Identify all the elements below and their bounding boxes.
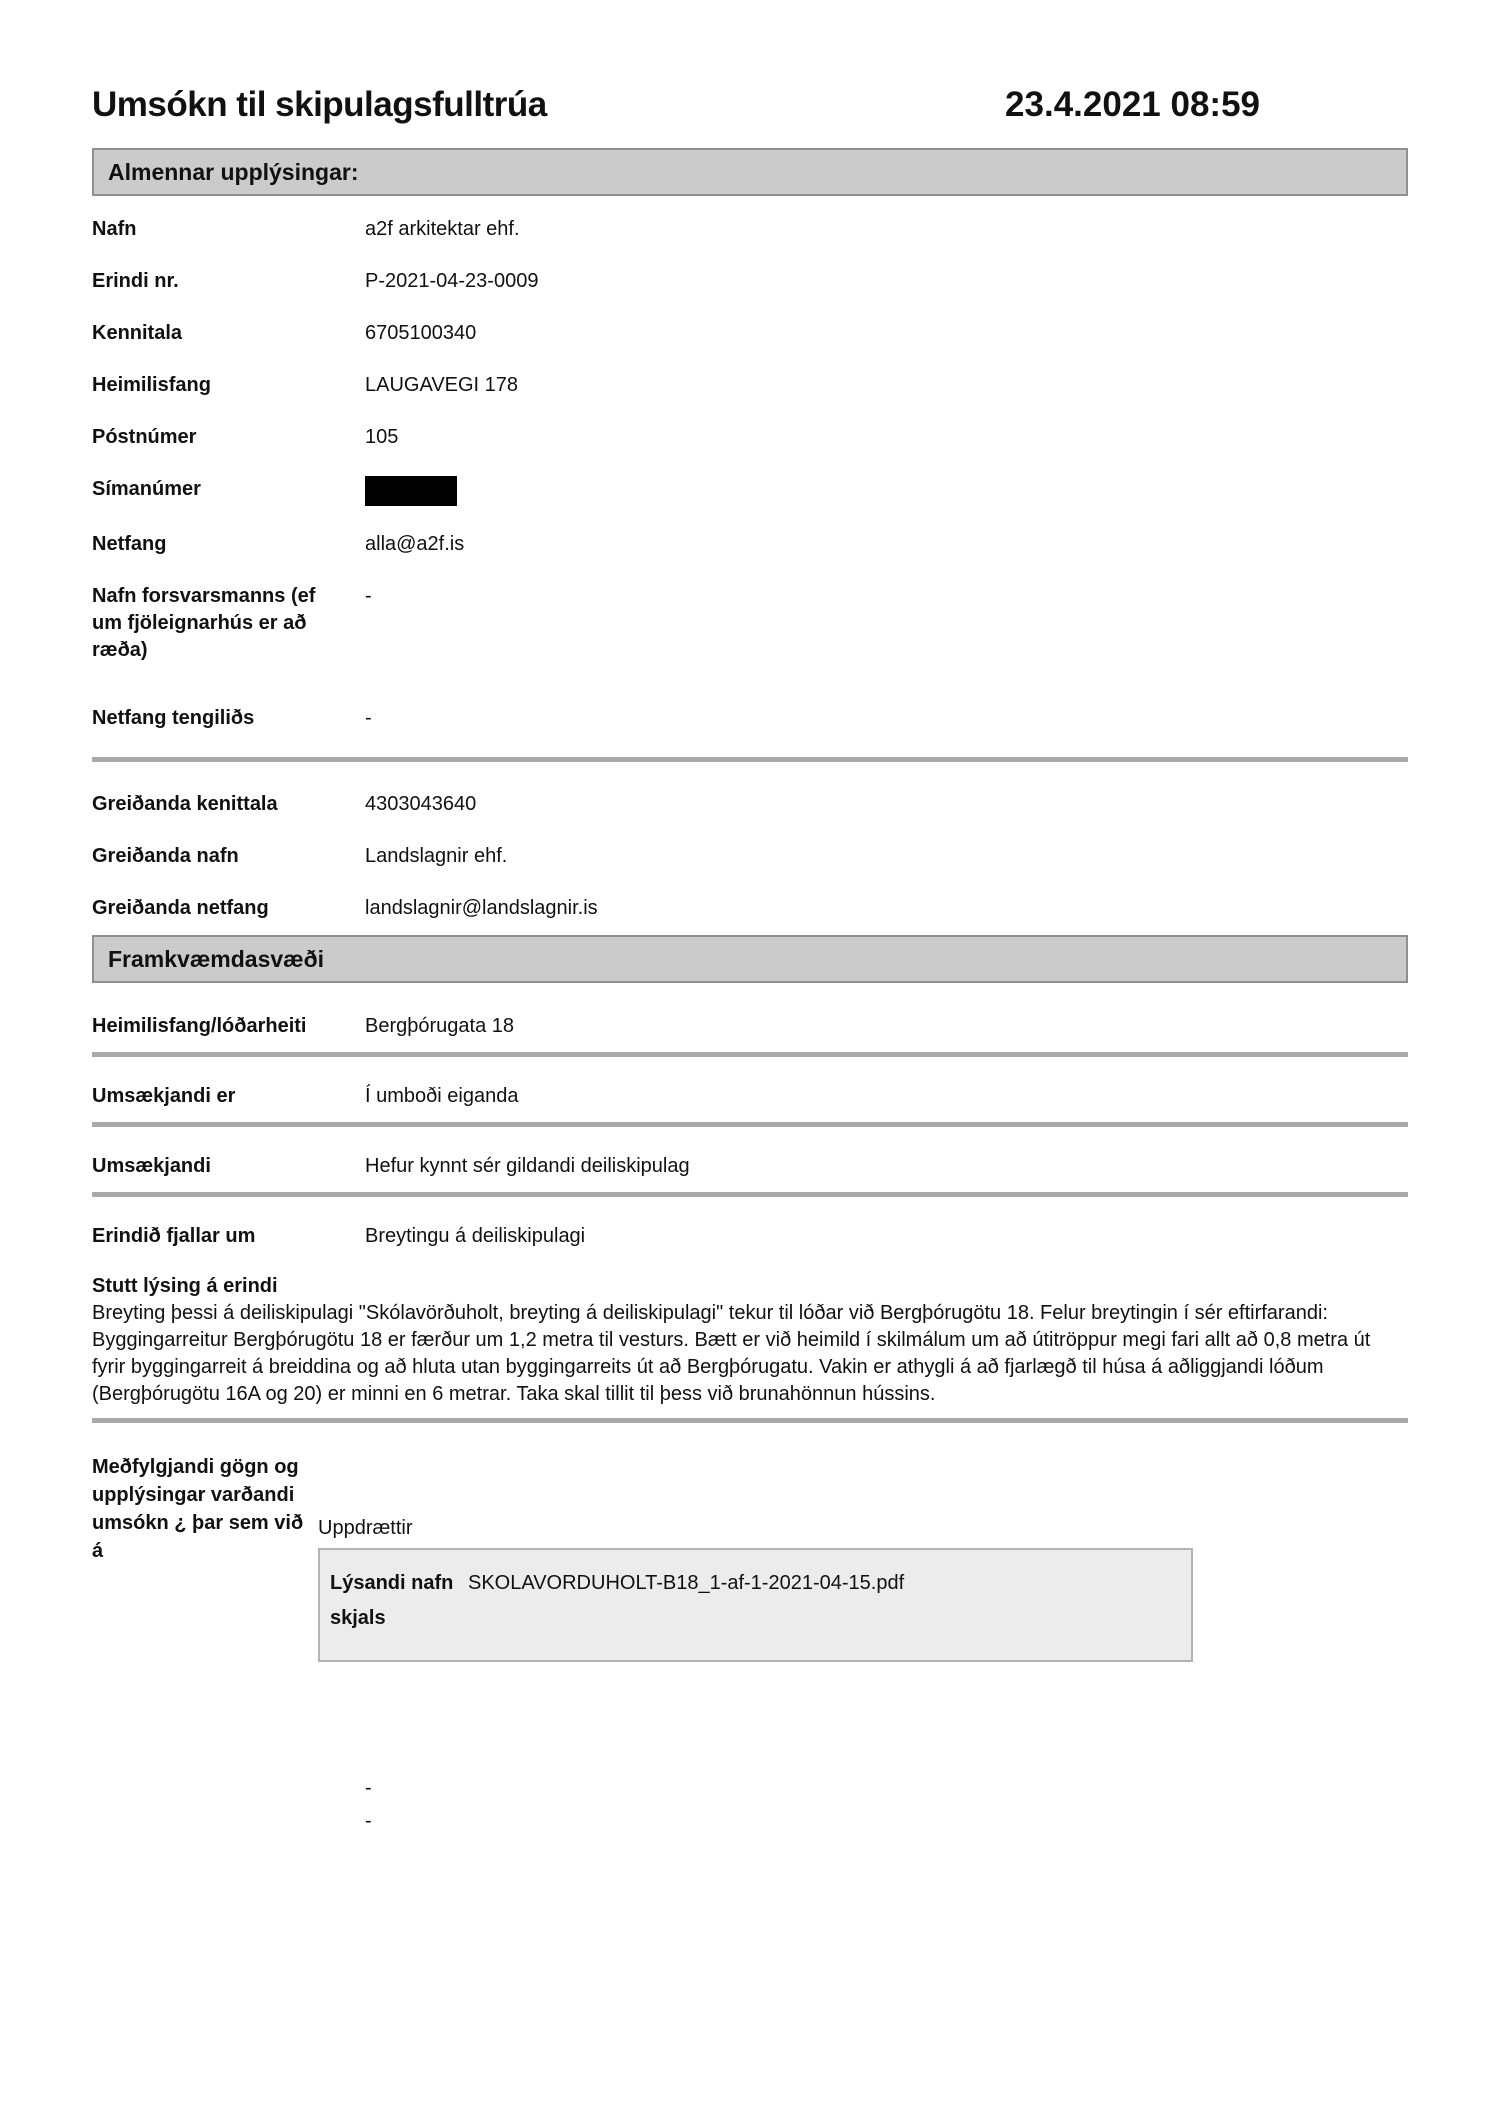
field-row-postnumer: [92, 424, 1408, 451]
row-divider: [92, 1052, 1408, 1057]
field-label: Erindi nr.: [92, 270, 179, 292]
field-value: LAUGAVEGI 178: [365, 374, 519, 396]
description-section: [92, 1273, 1408, 1408]
section-divider: [92, 757, 1408, 762]
field-row-netfang: [92, 531, 1408, 558]
field-row-umsaekjandi: [92, 1153, 1408, 1180]
field-label: Umsækjandi er: [92, 1085, 236, 1107]
section-header-general: [92, 148, 1408, 196]
payer-fields: [92, 791, 1408, 922]
field-value: a2f arkitektar ehf.: [365, 218, 520, 240]
document-datetime: 23.4.2021 08:59: [1005, 85, 1260, 124]
field-row-simanumer: [92, 476, 1408, 506]
description-heading: Stutt lýsing á erindi: [92, 1275, 278, 1297]
section-divider: [92, 1418, 1408, 1423]
attachments-extra-item: -: [365, 1810, 372, 1832]
field-value: 105: [365, 426, 399, 448]
document-header: [92, 84, 1408, 126]
section-header-area: [92, 935, 1408, 983]
field-row-netfang-tengilids: [92, 705, 1408, 732]
general-fields: [92, 216, 1408, 732]
field-label: Símanúmer: [92, 478, 201, 500]
attachments-extra-item: -: [365, 1777, 372, 1799]
field-label: Heimilisfang: [92, 374, 211, 396]
field-value: Bergþórugata 18: [365, 1015, 515, 1037]
attachments-label: Meðfylgjandi gögn og upplýsingar varðandi umsókn ¿ þar sem við á: [92, 1456, 304, 1562]
field-value: -: [365, 585, 372, 607]
field-row-greidanda-nafn: [92, 843, 1408, 870]
field-value: Breytingu á deiliskipulagi: [365, 1225, 586, 1247]
description-text: Breyting þessi á deiliskipulagi "Skólavörðuholt, breyting á deiliskipulagi" tekur til lóðar við Bergþórugötu 18. Felur breytingin í sér eftirfarandi: Byggingarreitur Bergþórugötu 18 er færður um 1,2 metra til vesturs. Bætt er við heimild í skilmálum um að útitröppur megi fari allt að 0,8 metra út fyrir byggingarreit á breiddina og að hluta utan byggingarreits út að Bergþórugatu. Vakin er athygli á að fjarlægð til húsa á aðliggjandi lóðum (Bergþórugötu 16A og 20) er minni en 6 metrar. Taka skal tillit til þess við brunahönnun hússins.: [92, 1302, 1371, 1405]
section-header-area-label: Framkvæmdasvæði: [108, 945, 325, 972]
field-label: Greiðanda nafn: [92, 845, 239, 867]
field-row-heimilisfang: [92, 372, 1408, 399]
area-fields: [92, 1013, 1408, 1250]
field-row-greidanda-kenittala: [92, 791, 1408, 818]
field-row-erindid-fjallar-um: [92, 1223, 1408, 1250]
field-value: Hefur kynnt sér gildandi deiliskipulag: [365, 1155, 690, 1177]
page-title: Umsókn til skipulagsfulltrúa: [92, 85, 547, 124]
field-label: Netfang tengiliðs: [92, 707, 255, 729]
field-value: Landslagnir ehf.: [365, 845, 508, 867]
field-value: 4303043640: [365, 793, 477, 815]
field-label: Póstnúmer: [92, 426, 197, 448]
field-row-lodarheiti: [92, 1013, 1408, 1040]
attachment-doc-label: Lýsandi nafn skjals: [330, 1572, 454, 1629]
field-label: Kennitala: [92, 322, 183, 344]
field-value: Í umboði eiganda: [365, 1085, 519, 1107]
field-label: Greiðanda kenittala: [92, 793, 278, 815]
field-value: -: [365, 707, 372, 729]
field-label: Erindið fjallar um: [92, 1225, 256, 1247]
field-label: Greiðanda netfang: [92, 897, 269, 919]
attachments-extra-list: [365, 1772, 1408, 1838]
field-row-greidanda-netfang: [92, 895, 1408, 922]
row-divider: [92, 1122, 1408, 1127]
attachments-section: [92, 1453, 1408, 1662]
field-row-umsaekjandi-er: [92, 1083, 1408, 1110]
field-label: Nafn: [92, 218, 137, 240]
attachment-box: [318, 1548, 1193, 1662]
field-value: P-2021-04-23-0009: [365, 270, 539, 292]
field-value: [365, 476, 1408, 506]
row-divider: [92, 1192, 1408, 1197]
attachment-filename: SKOLAVORDUHOLT-B18_1-af-1-2021-04-15.pdf: [468, 1572, 905, 1594]
section-header-general-label: Almennar upplýsingar:: [108, 158, 359, 185]
redacted-phone-box: [365, 476, 457, 506]
field-label: Netfang: [92, 533, 167, 555]
field-row-forsvarsmanns: [92, 583, 1408, 664]
field-label: Heimilisfang/lóðarheiti: [92, 1015, 307, 1037]
field-value: 6705100340: [365, 322, 477, 344]
field-value: alla@a2f.is: [365, 533, 465, 555]
field-label: Nafn forsvarsmanns (ef um fjöleignarhús er að ræða): [92, 585, 316, 661]
field-row-nafn: [92, 216, 1408, 243]
field-row-erindi-nr: [92, 268, 1408, 295]
field-row-kennitala: [92, 320, 1408, 347]
field-label: Umsækjandi: [92, 1155, 211, 1177]
field-value: landslagnir@landslagnir.is: [365, 897, 598, 919]
attachment-category: Uppdrættir: [318, 1517, 413, 1539]
attachments-value: [318, 1453, 1408, 1662]
